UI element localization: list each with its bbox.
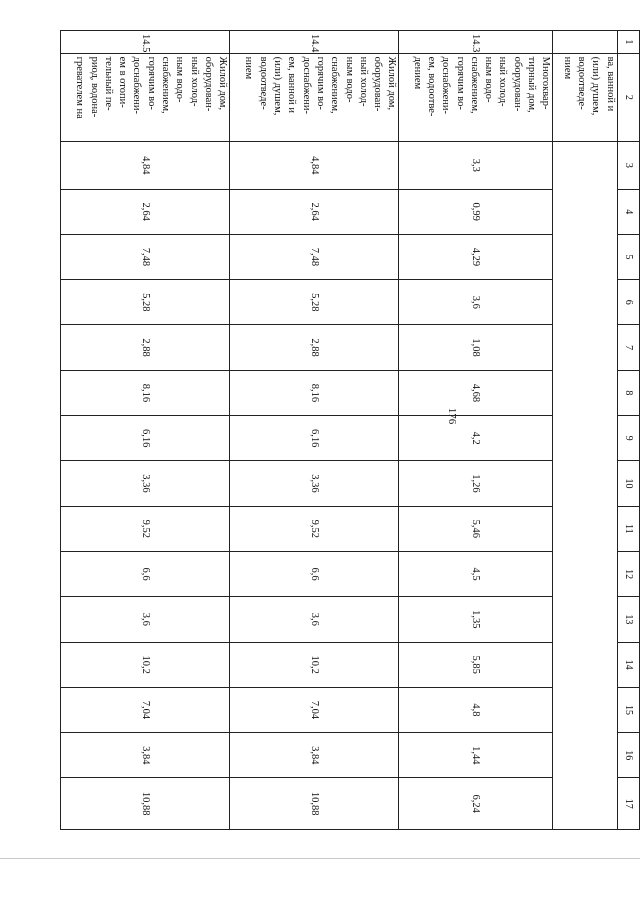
page-number: 176 [446,407,458,425]
continuation-empty-cell [553,142,617,830]
value-cell: 2,88 [230,325,399,370]
table-row [61,31,230,830]
row-number: 14.3 [399,31,553,54]
value-cell: 7,04 [61,687,230,732]
header-cell-9: 9 [617,416,639,461]
row-number: 14.4 [230,31,399,54]
header-cell-15: 15 [617,687,639,732]
value-cell: 10,2 [61,642,230,687]
value-cell: 3,84 [230,733,399,778]
header-cell-11: 11 [617,506,639,551]
header-cell-12: 12 [617,551,639,596]
value-cell: 6,24 [399,778,553,830]
header-cell-6: 6 [617,280,639,325]
value-cell: 7,48 [61,234,230,279]
rotated-table-wrapper [60,30,640,830]
value-cell: 3,84 [61,733,230,778]
value-cell: 4,68 [399,370,553,415]
value-cell: 5,46 [399,506,553,551]
continuation-description: ва, ванной и (или) душем, водоотведе- нием [553,53,617,142]
header-cell-7: 7 [617,325,639,370]
value-cell: 5,85 [399,642,553,687]
value-cell: 8,16 [61,370,230,415]
value-cell: 5,28 [61,280,230,325]
value-cell: 8,16 [230,370,399,415]
header-cell-17: 17 [617,778,639,830]
value-cell: 9,52 [230,506,399,551]
table-row [399,31,553,830]
value-cell: 1,35 [399,597,553,642]
value-cell: 10,88 [230,778,399,830]
header-cell-1: 1 [617,31,639,54]
value-cell: 7,48 [230,234,399,279]
value-cell: 6,16 [230,416,399,461]
value-cell: 2,64 [230,189,399,234]
value-cell: 3,36 [61,461,230,506]
value-cell: 9,52 [61,506,230,551]
value-cell: 6,16 [61,416,230,461]
value-cell: 6,6 [61,551,230,596]
value-cell: 10,88 [61,778,230,830]
value-cell: 7,04 [230,687,399,732]
value-cell: 0,99 [399,189,553,234]
row-description: Многоквар- тирный дом, оборудован- ный холод- ным водо- снабжением, горячим во- доснабжени- ем, водоотве- дением [399,53,553,142]
continuation-row [553,31,617,830]
value-cell: 2,64 [61,189,230,234]
value-cell: 4,5 [399,551,553,596]
value-cell: 5,28 [230,280,399,325]
value-cell: 1,44 [399,733,553,778]
value-cell: 1,26 [399,461,553,506]
value-cell: 4,84 [61,142,230,189]
value-cell: 1,08 [399,325,553,370]
header-cell-16: 16 [617,733,639,778]
row-description: Жилой дом, оборудован- ный холод- ным водо- снабжением, горячим во- доснабжени- ем в отопи- тельный пе- риод, водона- гревателем на [61,53,230,142]
header-row [617,31,639,830]
row-number: 14.5 [61,31,230,54]
value-cell: 4,2 [399,416,553,461]
value-cell: 3,3 [399,142,553,189]
value-cell: 4,8 [399,687,553,732]
table-row [230,31,399,830]
header-cell-5: 5 [617,234,639,279]
value-cell: 3,6 [230,597,399,642]
tariff-table [60,30,640,830]
header-cell-4: 4 [617,189,639,234]
header-cell-14: 14 [617,642,639,687]
header-cell-3: 3 [617,142,639,189]
scan-edge-line [0,858,640,859]
value-cell: 4,84 [230,142,399,189]
value-cell: 10,2 [230,642,399,687]
row-description: Жилой дом, оборудован- ный холод- ным водо- снабжением, горячим во- доснабжени- ем, ванной и (или) душем, водоотведе- нием [230,53,399,142]
header-cell-10: 10 [617,461,639,506]
header-cell-8: 8 [617,370,639,415]
value-cell: 3,36 [230,461,399,506]
header-cell-2: 2 [617,53,639,142]
header-cell-13: 13 [617,597,639,642]
value-cell: 6,6 [230,551,399,596]
value-cell: 3,6 [61,597,230,642]
value-cell: 2,88 [61,325,230,370]
value-cell: 4,29 [399,234,553,279]
continuation-number-cell [553,31,617,54]
value-cell: 3,6 [399,280,553,325]
